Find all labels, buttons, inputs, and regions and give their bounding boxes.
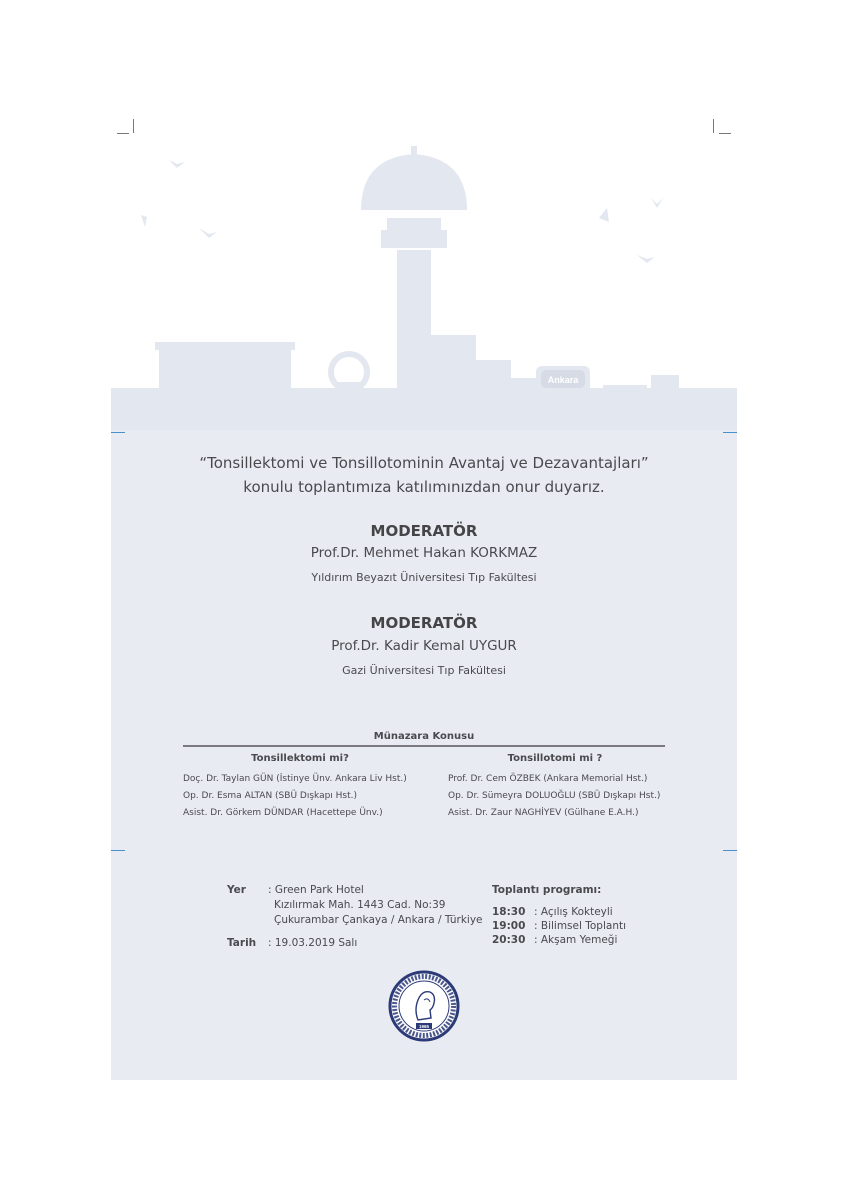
moderator-institution: Yıldırım Beyazıt Üniversitesi Tıp Fakültesi [311,571,537,584]
speaker-right: Prof. Dr. Cem ÖZBEK (Ankara Memorial Hst.) [448,774,648,784]
moderator-name: Prof.Dr. Kadir Kemal UYGUR [331,638,517,654]
fold-mark [111,850,125,851]
venue-line: : Green Park Hotel [268,884,364,896]
program-item: : Bilimsel Toplantı [534,920,627,932]
fold-mark [111,432,125,433]
program-time: 20:30 [492,934,526,946]
fold-mark [723,432,737,433]
society-logo [388,970,460,1042]
debate-right-heading: Tonsillotomi mi ? [507,753,603,764]
venue-line: Kızılırmak Mah. 1443 Cad. No:39 [274,899,446,911]
moderator-title: MODERATÖR [370,522,478,540]
ankara-sign-text: Ankara [547,375,579,385]
program-heading: Toplantı programı: [492,884,602,896]
intro-line-1: “Tonsillektomi ve Tonsillotominin Avantaj ve Dezavantajları” [199,454,649,472]
moderator-institution: Gazi Üniversitesi Tıp Fakültesi [342,664,506,677]
moderator-name: Prof.Dr. Mehmet Hakan KORKMAZ [310,545,538,561]
speaker-right: Asist. Dr. Zaur NAGHİYEV (Gülhane E.A.H.) [448,808,639,818]
speaker-right: Op. Dr. Sümeyra DOLUOĞLU (SBÜ Dışkapı Hst.) [448,791,661,801]
program-item: : Açılış Kokteyli [534,906,613,918]
speaker-left: Doç. Dr. Taylan GÜN (İstinye Ünv. Ankara Liv Hst.) [183,774,407,784]
program-item: : Akşam Yemeği [534,934,618,946]
intro-line-2: konulu toplantımıza katılımınızdan onur duyarız. [243,478,605,496]
ankara-skyline-illustration [111,120,737,430]
venue-line: Çukurambar Çankaya / Ankara / Türkiye [274,914,483,926]
fold-mark [723,850,737,851]
divider [183,745,665,747]
venue-label: Yer [227,884,246,896]
date-value: : 19.03.2019 Salı [268,937,358,949]
logo-year: 1965 [418,1024,430,1029]
program-time: 18:30 [492,906,526,918]
debate-left-heading: Tonsillektomi mi? [251,753,349,764]
program-time: 19:00 [492,920,526,932]
date-label: Tarih [227,937,257,949]
speaker-left: Op. Dr. Esma ALTAN (SBÜ Dışkapı Hst.) [183,791,358,801]
moderator-title: MODERATÖR [370,614,478,632]
debate-heading: Münazara Konusu [373,731,475,742]
speaker-left: Asist. Dr. Görkem DÜNDAR (Hacettepe Ünv.) [183,808,383,818]
